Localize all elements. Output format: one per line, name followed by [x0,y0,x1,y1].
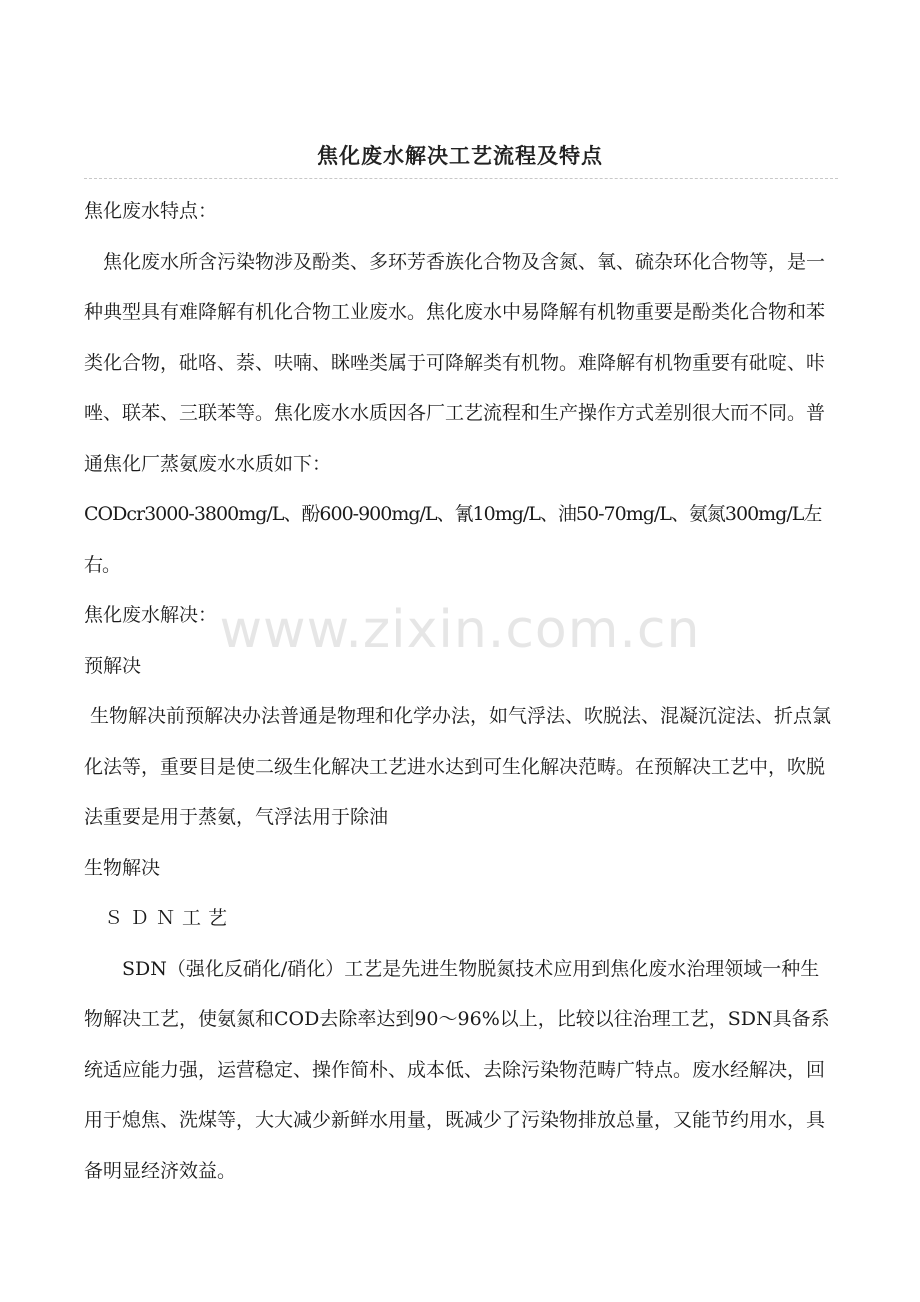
subheading-pretreatment: 预解决 [84,654,142,677]
title-divider [84,178,838,179]
section-heading-features: 焦化废水特点： [84,200,218,222]
document-body [84,186,838,1196]
paragraph-pretreatment: 生物解决前预解决办法普通是物理和化学办法，如气浮法、吹脱法、混凝沉淀法、折点氯化法等，重要目是使二级生化解决工艺进水达到可生化解决范畴。在预解决工艺中，吹脱法重要是用于蒸氨，气浮法用于除油 [84,705,832,828]
watermark: www.zixin.com.cn [219,600,701,660]
document-title: 焦化废水解决工艺流程及特点 [317,144,603,168]
paragraph-features: 焦化废水所含污染物涉及酚类、多环芳香族化合物及含氮、氧、硫杂环化合物等，是一种典型具有难降解有机化合物工业废水。焦化废水中易降解有机物重要是酚类化合物和苯类化合物，砒咯、萘、呋喃、眯唑类属于可降解类有机物。难降解有机物重要有砒啶、咔唑、联苯、三联苯等。焦化废水水质因各厂工艺流程和生产操作方式差别很大而不同。普通焦化厂蒸氨废水水质如下： [84,250,826,475]
subheading-sdn: ＳＤＮ工艺 [104,907,235,929]
subheading-biological: 生物解决 [84,856,161,879]
section-heading-treatment: 焦化废水解决： [84,604,218,626]
paragraph-sdn: SDN（强化反硝化/硝化）工艺是先进生物脱氮技术应用到焦化废水治理领域一种生物解决工艺，使氨氮和COD去除率达到90～96%以上，比较以往治理工艺，SDN具备系统适应能力强，运营稳定、操作简朴、成本低、去除污染物范畴广特点。废水经解决，回用于熄焦、洗煤等，大大减少新鲜水用量，既减少了污染物排放总量，又能节约用水，具备明显经济效益。 [84,957,830,1182]
paragraph-water-quality: CODcr3000-3800mg/L、酚600-900mg/L、氰10mg/L、油50-70mg/L、氨氮300mg/L左右。 [84,503,822,576]
